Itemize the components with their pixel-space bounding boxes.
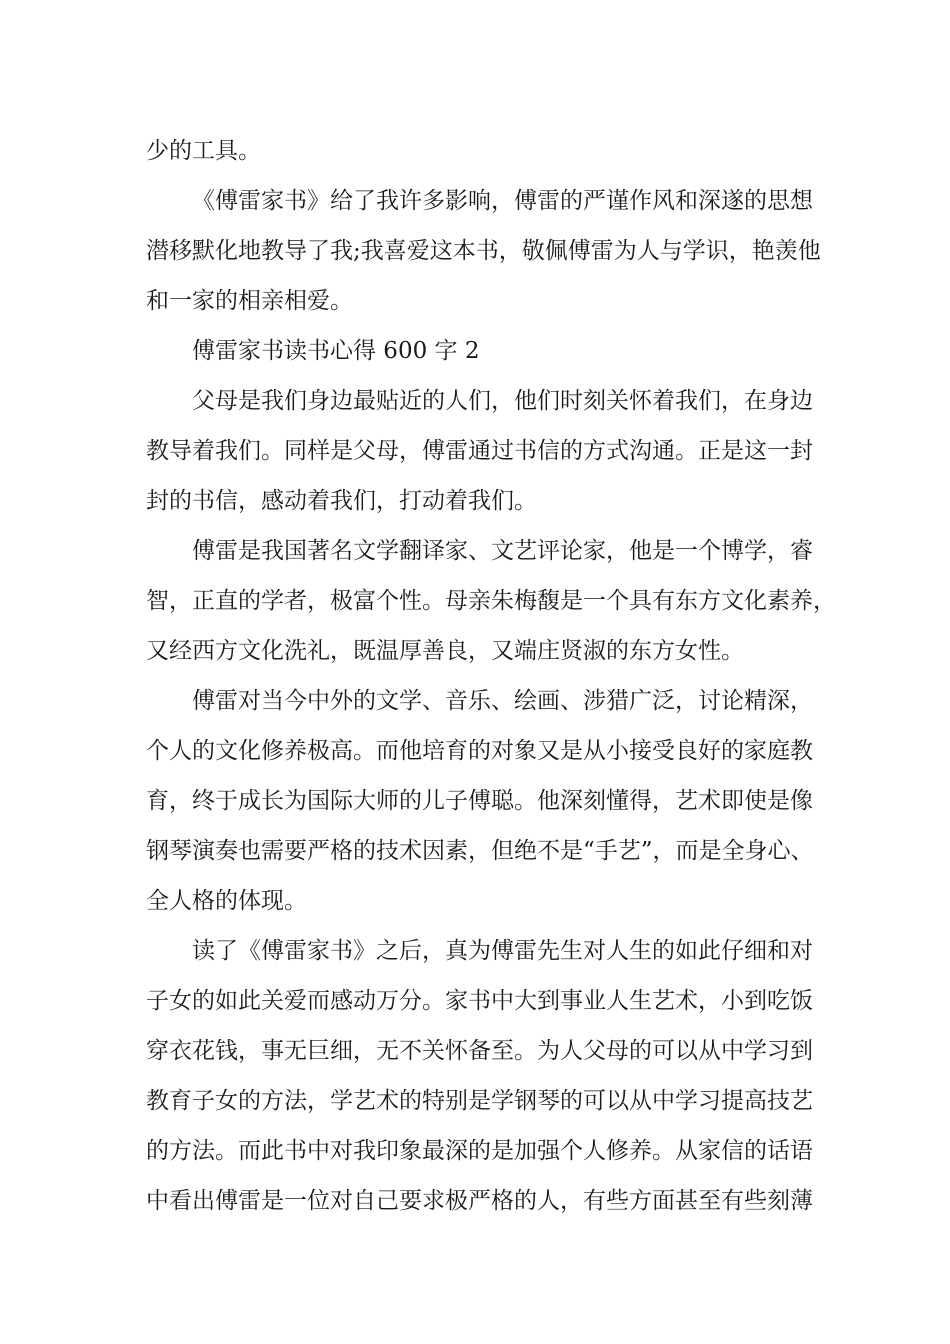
paragraph-line: 钢琴演奏也需要严格的技术因素，但绝不是“手艺”，而是全身心、 bbox=[146, 838, 814, 864]
paragraph-line: 父母是我们身边最贴近的人们，他们时刻关怀着我们，在身边 bbox=[192, 388, 813, 414]
paragraph-line: 个人的文化修养极高。而他培育的对象又是从小接受良好的家庭教 bbox=[146, 738, 813, 764]
paragraph-line: 读了《傅雷家书》之后，真为傅雷先生对人生的如此仔细和对 bbox=[192, 938, 813, 964]
paragraph-line: 又经西方文化洗礼，既温厚善良，又端庄贤淑的东方女性。 bbox=[146, 638, 744, 664]
paragraph-line: 育，终于成长为国际大师的儿子傅聪。他深刻懂得，艺术即使是像 bbox=[146, 788, 813, 814]
paragraph-line: 《傅雷家书》给了我许多影响，傅雷的严谨作风和深遂的思想 bbox=[192, 188, 813, 214]
paragraph-line: 教导着我们。同样是父母，傅雷通过书信的方式沟通。正是这一封 bbox=[146, 438, 813, 464]
paragraph-line: 教育子女的方法，学艺术的特别是学钢琴的可以从中学习提高技艺 bbox=[146, 1088, 813, 1114]
paragraph-line: 少的工具。 bbox=[146, 138, 261, 164]
paragraph-line: 封的书信，感动着我们，打动着我们。 bbox=[146, 488, 537, 514]
section-heading: 傅雷家书读书心得 600 字 2 bbox=[192, 338, 480, 364]
paragraph-line: 中看出傅雷是一位对自己要求极严格的人，有些方面甚至有些刻薄 bbox=[146, 1188, 813, 1214]
paragraph-line: 穿衣花钱，事无巨细，无不关怀备至。为人父母的可以从中学习到 bbox=[146, 1038, 813, 1064]
paragraph-line: 傅雷对当今中外的文学、音乐、绘画、涉猎广泛，讨论精深， bbox=[192, 688, 813, 714]
paragraph-line: 全人格的体现。 bbox=[146, 888, 307, 914]
paragraph-line: 的方法。而此书中对我印象最深的是加强个人修养。从家信的话语 bbox=[146, 1138, 813, 1164]
paragraph-line: 智，正直的学者，极富个性。母亲朱梅馥是一个具有东方文化素养， bbox=[146, 588, 836, 614]
paragraph-line: 潜移默化地教导了我;我喜爱这本书，敬佩傅雷为人与学识，艳羡他 bbox=[146, 238, 821, 264]
paragraph-line: 和一家的相亲相爱。 bbox=[146, 288, 353, 314]
paragraph-line: 子女的如此关爱而感动万分。家书中大到事业人生艺术，小到吃饭 bbox=[146, 988, 813, 1014]
paragraph-line: 傅雷是我国著名文学翻译家、文艺评论家，他是一个博学，睿 bbox=[192, 538, 813, 564]
